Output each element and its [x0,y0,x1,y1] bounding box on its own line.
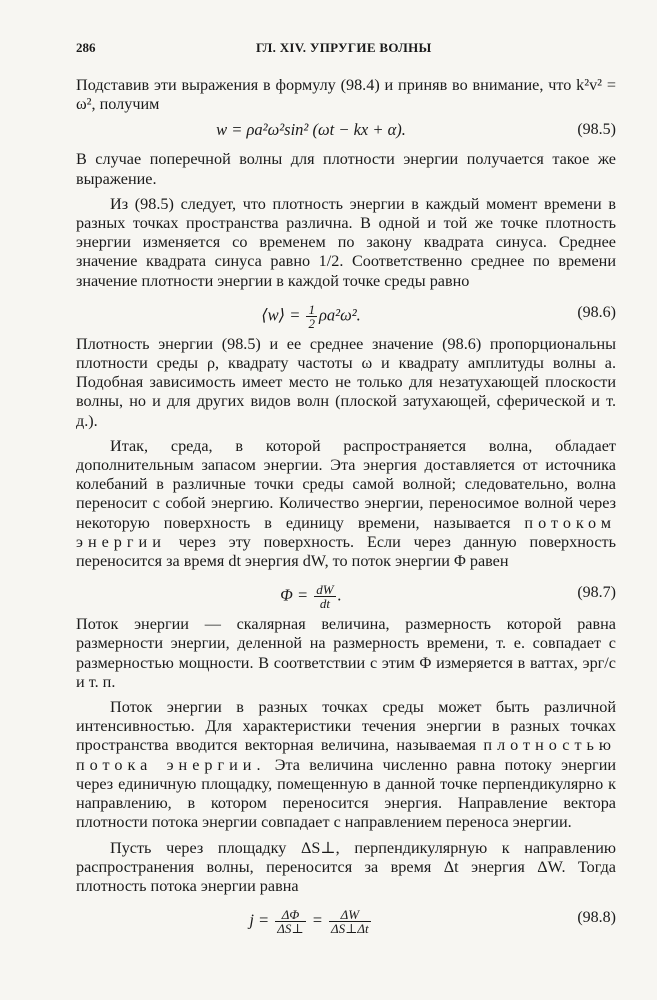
fraction-denominator: ΔS⊥ [277,921,304,937]
term-energy-flux-density: плотностью потока энергии. [76,736,616,774]
page-content [76,76,616,940]
equation-number: (98.8) [577,909,616,927]
equation-98-6 [76,291,616,335]
page-number: 286 [76,40,96,55]
fraction-denominator: dt [319,596,330,612]
paragraph-4: Плотность энергии (98.5) и ее среднее значение (98.6) пропорциональны плотности среды ρ, квадрату частоты ω и квадрату амплитуды волны a. Подобная зависимость имеет место не только для незатухающей плоскости волны, но и для других видов волн (плоской затухающей, сферической и т. д.). [76,334,616,430]
paragraph-5-part-a: Итак, среда, в которой распространяется волна, обладает дополнительным запасом энергии. Эта энергия доставляется от источника колебаний в различные точки среды самой волной; следовательно, волна переносит с собой энергию. Количество энергии, переносимое волной через некоторую поверхность в единицу времени, называется [76,436,616,532]
equation-rhs: . [337,585,342,605]
equation-rhs: ρa²ω². [318,305,361,325]
running-head: ГЛ. XIV. УПРУГИЕ ВОЛНЫ [256,40,432,55]
equation-formula [76,908,546,935]
fraction [314,583,335,610]
equation-lhs: ⟨w⟩ = [261,305,305,325]
paragraph-6: Поток энергии — скалярная величина, размерность которой равна размерности энергии, деленной на размерность времени, т. е. совпадает с размерностью мощности. В соответствии с этим Φ измеряется в ваттах, эрг/с и т. п. [76,615,616,691]
fraction-denominator: 2 [308,315,315,331]
equation-formula: w = ρa²ω²sin² (ωt − kx + α). [216,120,406,140]
paragraph-5 [76,437,616,571]
paragraph-7-part-b: Эта величина численно равна потоку энергии через единичную площадку, помещенную в данной точке перпендикулярно к направлению, в котором переносится энергия. Направление вектора плотности потока энергии совпадает с направлением переноса энергии. [76,755,617,832]
equation-lhs: j = [249,910,274,930]
equation-equals: = [307,910,328,930]
equation-number: (98.5) [577,121,616,139]
fraction [306,303,317,330]
fraction-numerator: ΔΦ [275,908,305,922]
fraction-numerator: ΔW [329,908,371,922]
paragraph-2: В случае поперечной волны для плотности энергии получается такое же выражение. [76,150,616,188]
paragraph-1: Подставив эти выражения в формулу (98.4) и приняв во внимание, что k²v² = ω², получим [76,76,616,114]
paragraph-7-part-a: Поток энергии в разных точках среды может быть различной интенсивностью. Для характеристики течения энергии в разных точках пространства вводится векторная величина, называемая [76,698,616,755]
equation-lhs: Φ = [280,585,313,605]
fraction-denominator: ΔS⊥Δt [331,921,369,937]
term-energy-flux: потоком энергии [76,513,616,551]
paragraph-8: Пусть через площадку ΔS⊥, перпендикулярную к направлению распространения волны, переносится за время Δt энергия ΔW. Тогда плотность потока энергии равна [76,838,616,895]
paragraph-3: Из (98.5) следует, что плотность энергии в каждый момент времени в разных точках пространства различна. В одной и той же точке плотность энергии изменяется со временем по закону квадрата синуса. Среднее значение квадрата синуса равно 1/2. Соответственно среднее по времени значение плотности энергии в каждой точке среды равно [76,194,616,290]
equation-formula [76,303,546,330]
paragraph-7 [76,698,616,832]
fraction-1 [275,908,305,935]
equation-formula [76,583,546,610]
equation-98-5 [76,114,616,150]
fraction-numerator: 1 [308,301,315,317]
equation-number: (98.6) [577,303,616,321]
fraction-2 [329,908,371,935]
equation-98-8 [76,896,616,940]
equation-98-7 [76,571,616,615]
equation-number: (98.7) [577,584,616,602]
paragraph-5-part-b: через эту поверхность. Если через данную поверхность переносится за время dt энергия dW, то поток энергии Φ равен [76,532,617,571]
fraction-numerator: dW [316,582,334,598]
